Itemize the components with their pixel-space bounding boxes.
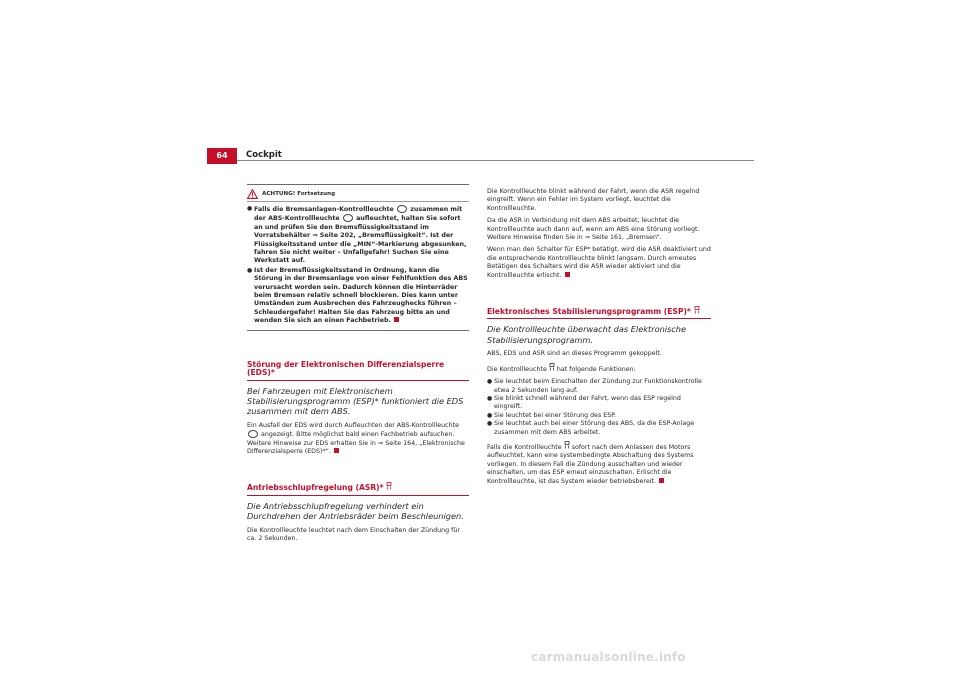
eds-body-text: Ein Ausfall der EDS wird durch Aufleuchten der ABS-Kontrollleuchte <box>247 421 459 429</box>
section-end-icon <box>334 448 339 453</box>
list-item-text: Sie leuchtet bei einer Störung des ESP. <box>494 411 617 419</box>
esp-paragraph <box>487 363 711 374</box>
esp-skid-icon <box>386 482 392 490</box>
page-title: Cockpit <box>246 150 282 160</box>
warning-item <box>247 267 469 326</box>
eds-lead: Bei Fahrzeugen mit Elektronischem Stabilisierungsprogramm (ESP)* funktioniert die EDS zusammen mit dem ABS. <box>247 385 464 417</box>
warning-box <box>247 184 469 331</box>
bullet-icon: ● <box>487 411 493 419</box>
warning-text: Ist der Bremsflüssigkeitsstand in Ordnung, kann die Störung in der Bremsanlage von einer Fehlfunktion des ABS verursacht worden sein. Dadurch können die Hinterräder beim Bremsen relativ schnell blockieren. Dies kann unter Umständen zum Ausbrechen des Fahrzeughecks führen – Schleudergefahr! Halten Sie das Fahrzeug bitte an und wenden Sie sich an einen Fachbetrieb. <box>254 266 468 325</box>
list-item <box>487 395 711 412</box>
eds-body-text: angezeigt. Bitte möglichst bald einen Fachbetrieb aufsuchen. Weitere Hinweise zur EDS erhalten Sie in ⇒ Seite 164, „Elektronische Differenzialsperre (EDS)*“. <box>247 431 465 455</box>
esp-paragraph-text: sofort nach dem Anlassen des Motors aufleuchtet, kann eine systembedingte Abschaltung des Systems vorliegen. In diesem Fall die Zündung ausschalten und wieder einschalten, um das ESP erneut einzuschalten. Erlischt die Kontrollleuchte, ist das System wieder betriebsbereit. <box>487 443 694 485</box>
warning-text: Falls die Bremsanlagen-Kontrollleuchte <box>254 206 394 213</box>
asr-paragraph-text: Wenn man den Schalter für ESP* betätigt, wird die ASR deaktiviert und die entsprechende Kontrollleuchte blinkt langsam. Durch erneutes Betätigen des Schalters wird die ASR wieder aktiviert und die Kontrollleuchte erlischt. <box>487 246 711 279</box>
footer-watermark: carmanualsonline.info <box>531 650 686 664</box>
asr-lead: Die Antriebsschlupfregelung verhindert ein Durchdrehen der Antriebsräder beim Beschleunigen. <box>247 500 464 522</box>
right-column <box>487 188 711 490</box>
esp-skid-icon <box>564 441 570 449</box>
list-item-text: Sie blinkt schnell während der Fahrt, wenn das ESP regelnd eingreift. <box>494 394 681 411</box>
list-item <box>487 420 711 437</box>
list-item-text: Sie leuchtet auch bei einer Störung des ABS, da die ESP-Anlage zusammen mit dem ABS arbeitet. <box>494 420 695 436</box>
page-number: 64 <box>207 148 237 164</box>
esp-lead: Die Kontrollleuchte überwacht das Elektronische Stabilisierungsprogramm. <box>487 324 687 345</box>
warning-title: ACHTUNG! Fortsetzung <box>262 190 336 197</box>
asr-paragraph <box>487 246 711 280</box>
header-divider <box>237 160 754 161</box>
warning-item <box>247 205 469 266</box>
list-item <box>487 378 711 395</box>
esp-paragraph <box>487 441 711 486</box>
brake-warning-icon <box>397 205 407 213</box>
bullet-icon: ● <box>487 394 493 402</box>
asr-paragraph: Da die ASR in Verbindung mit dem ABS arbeitet, leuchtet die Kontrollleuchte auch dann auf, wenn am ABS eine Störung vorliegt. Weitere Hinweise finden Sie in ⇒ Seite 161, „Bremsen“. <box>487 217 700 242</box>
eds-body <box>247 422 469 457</box>
asr-heading <box>247 482 469 495</box>
esp-paragraph-text: hat folgende Funktionen: <box>556 365 636 373</box>
asr-heading-text: Antriebsschlupfregelung (ASR)* <box>247 483 384 493</box>
warning-header <box>247 187 469 202</box>
bullet-icon: ● <box>487 420 493 428</box>
esp-heading-text: Elektronisches Stabilisierungsprogramm (ESP)* <box>487 307 691 317</box>
esp-heading <box>487 306 711 319</box>
esp-paragraph-text: Falls die Kontrollleuchte <box>487 443 562 451</box>
abs-warning-icon <box>343 214 353 222</box>
section-end-icon <box>565 272 570 277</box>
esp-paragraph: ABS, EDS und ASR sind an dieses Programm gekoppelt. <box>487 350 662 358</box>
asr-paragraph: Die Kontrollleuchte leuchtet nach dem Einschalten der Zündung für ca. 2 Sekunden. <box>247 526 460 542</box>
esp-skid-icon <box>694 306 700 314</box>
esp-paragraph-text: Die Kontrollleuchte <box>487 365 547 373</box>
asr-paragraph: Die Kontrollleuchte blinkt während der Fahrt, wenn die ASR regelnd eingreift. Wenn ein Fehler im System vorliegt, leuchtet die Kontrollleuchte. <box>487 188 700 212</box>
bullet-icon: ● <box>487 378 493 386</box>
abs-warning-icon <box>248 430 258 438</box>
section-end-icon <box>659 478 664 483</box>
eds-heading: Störung der Elektronischen Differenzialsperre (EDS)* <box>247 361 469 381</box>
section-end-icon <box>394 317 399 322</box>
esp-skid-icon <box>549 363 555 371</box>
list-item-text: Sie leuchtet beim Einschalten der Zündung zur Funktionskontrolle etwa 2 Sekunden lang auf. <box>494 378 702 394</box>
warning-triangle-icon <box>247 189 258 199</box>
warning-text: aufleuchtet, halten Sie sofort an und prüfen Sie den Bremsflüssigkeitsstand im Vorratsbehälter ⇒ Seite 202, „Bremsflüssigkeit“. Ist der Flüssigkeitsstand unter die „MIN“-Markierung abgesunken, fahren Sie nicht weiter – Unfallgefahr! Suchen Sie eine Werkstatt auf. <box>254 215 467 265</box>
warning-text: zusammen mit der ABS-Kontrollleuchte <box>254 206 463 223</box>
bullet-icon: ● <box>247 266 253 274</box>
left-column <box>247 184 469 547</box>
list-item <box>487 412 711 420</box>
bullet-icon: ● <box>247 205 253 212</box>
